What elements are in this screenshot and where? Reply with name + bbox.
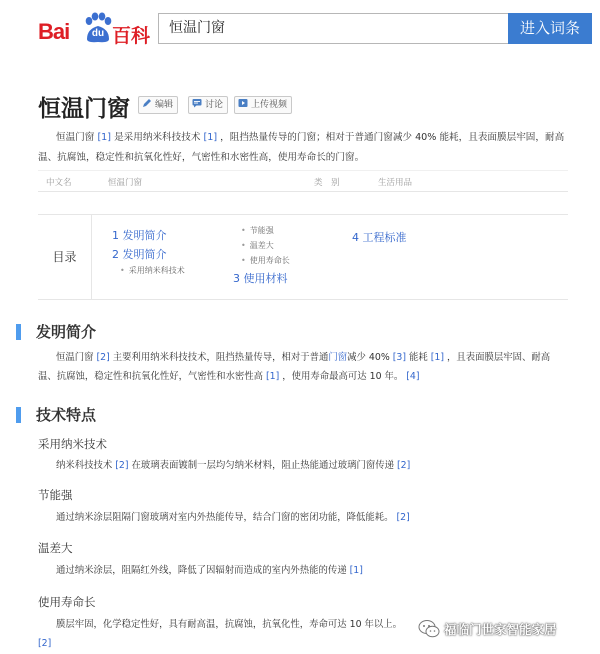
subsection-nano-paragraph xyxy=(38,456,568,475)
summary-text: 是采用纳米科技技术 xyxy=(114,132,201,143)
citation-link[interactable]: [2] xyxy=(115,460,129,471)
toc-label: 目录 xyxy=(38,215,92,299)
section-heading-text: 发明简介 xyxy=(36,323,97,341)
subsection-title-energy: 节能强 xyxy=(38,488,73,502)
subsection-title-temperature: 温差大 xyxy=(38,541,73,555)
header xyxy=(0,0,600,58)
toc-item-2[interactable]: 2 发明简介 xyxy=(112,248,167,261)
wechat-icon xyxy=(418,619,440,639)
discuss-label: 讨论 xyxy=(205,100,224,110)
citation-link[interactable]: [1] xyxy=(349,565,363,576)
para-text: 主要利用纳米科技技术，阻挡热量传导，相对于普通 xyxy=(112,352,329,363)
toc-item-4[interactable]: 4 工程标准 xyxy=(352,231,407,244)
citation-link[interactable]: [1] xyxy=(97,132,112,143)
summary-text: ，阻挡热量传导的门窗；相对于普通门窗减少 40% 能耗，且表面膜层牢固，耐高温、抗腐蚀，稳定性和抗氧化性好，气密性和水密性高，使用寿命长的门窗。 xyxy=(38,132,565,163)
edit-button[interactable] xyxy=(138,96,178,114)
logo-du-text: du xyxy=(91,28,105,39)
citation-link[interactable]: [2] xyxy=(38,638,52,649)
video-icon xyxy=(238,98,248,108)
page-title: 恒温门窗 xyxy=(38,96,130,122)
citation-link[interactable]: [3] xyxy=(392,352,407,363)
baidu-baike-logo[interactable] xyxy=(38,10,150,48)
citation-link[interactable]: [2] xyxy=(96,352,110,363)
section-bar xyxy=(16,324,21,340)
para-text: 在玻璃表面镀制一层均匀纳米材料，阻止热能通过玻璃门窗传递 xyxy=(131,460,395,471)
para-text: 减少 40% xyxy=(347,352,390,363)
table-of-contents xyxy=(38,214,568,300)
subsection-title-nano: 采用纳米技术 xyxy=(38,437,107,451)
section-heading-invention xyxy=(16,322,96,342)
subsection-lifespan-paragraph xyxy=(38,615,418,653)
info-value-category: 生活用品 xyxy=(378,178,413,188)
section-heading-text: 技术特点 xyxy=(36,406,97,424)
info-label-category: 类 别 xyxy=(314,178,340,188)
section-bar xyxy=(16,407,21,423)
entry-link-window[interactable]: 门窗 xyxy=(328,352,348,363)
citation-link[interactable]: [2] xyxy=(396,512,410,523)
citation-link[interactable]: [2] xyxy=(397,460,411,471)
subsection-temperature-paragraph xyxy=(38,561,568,580)
para-text: 纳米科技技术 xyxy=(56,460,113,471)
logo-baike-text: 百科 xyxy=(112,25,151,47)
toc-subitem[interactable]: • 采用纳米科技术 xyxy=(120,265,185,276)
para-text: 能耗 xyxy=(409,352,428,363)
search-input[interactable]: 恒温门窗 xyxy=(158,13,508,44)
enter-entry-button[interactable]: 进入词条 xyxy=(508,13,592,44)
para-text: 通过纳米涂层阻隔门窗玻璃对室内外热能传导，结合门窗的密闭功能，降低能耗。 xyxy=(56,512,394,523)
summary-text: 恒温门窗 xyxy=(56,132,95,143)
summary-paragraph xyxy=(38,128,568,168)
citation-link[interactable]: [1] xyxy=(203,132,218,143)
toc-subitem[interactable]: • 节能强 xyxy=(241,225,274,236)
toc-item-1[interactable]: 1 发明简介 xyxy=(112,229,167,242)
basic-info-box xyxy=(38,170,568,192)
info-label-name: 中文名 xyxy=(46,178,72,188)
para-text: ，且表面膜层牢固、耐高温、抗腐蚀，稳定性和抗氧化性好，气密性和水密性高 xyxy=(38,352,551,382)
para-text: 通过纳米涂层，阻隔红外线，降低了因辐射而造成的室内外热能的传递 xyxy=(56,565,347,576)
watermark-text: 福临门世家智能家居 xyxy=(444,622,557,637)
section-invention-paragraph xyxy=(38,348,568,386)
subsection-energy-paragraph xyxy=(38,508,568,527)
toc-subitem[interactable]: • 温差大 xyxy=(241,240,274,251)
citation-link[interactable]: [4] xyxy=(406,371,420,382)
para-text: ，使用寿命最高可达 10 年。 xyxy=(282,371,404,382)
chat-icon xyxy=(192,98,202,108)
discuss-button[interactable] xyxy=(188,96,228,114)
subsection-title-lifespan: 使用寿命长 xyxy=(38,595,96,609)
upload-video-button[interactable] xyxy=(234,96,292,114)
upload-video-label: 上传视频 xyxy=(251,100,288,110)
citation-link[interactable]: [1] xyxy=(430,352,445,363)
toc-subitem[interactable]: • 使用寿命长 xyxy=(241,255,290,266)
pencil-icon xyxy=(142,98,152,108)
toc-item-3[interactable]: 3 使用材料 xyxy=(233,272,288,285)
edit-label: 编辑 xyxy=(155,100,174,110)
para-text: 恒温门窗 xyxy=(56,352,94,363)
para-text: 膜层牢固，化学稳定性好，具有耐高温，抗腐蚀，抗氧化性，寿命可达 10 年以上。 xyxy=(56,619,403,630)
section-heading-features xyxy=(16,405,96,425)
logo-bai-text: Bai xyxy=(38,19,70,44)
info-value-name: 恒温门窗 xyxy=(108,178,143,188)
citation-link[interactable]: [1] xyxy=(266,371,280,382)
